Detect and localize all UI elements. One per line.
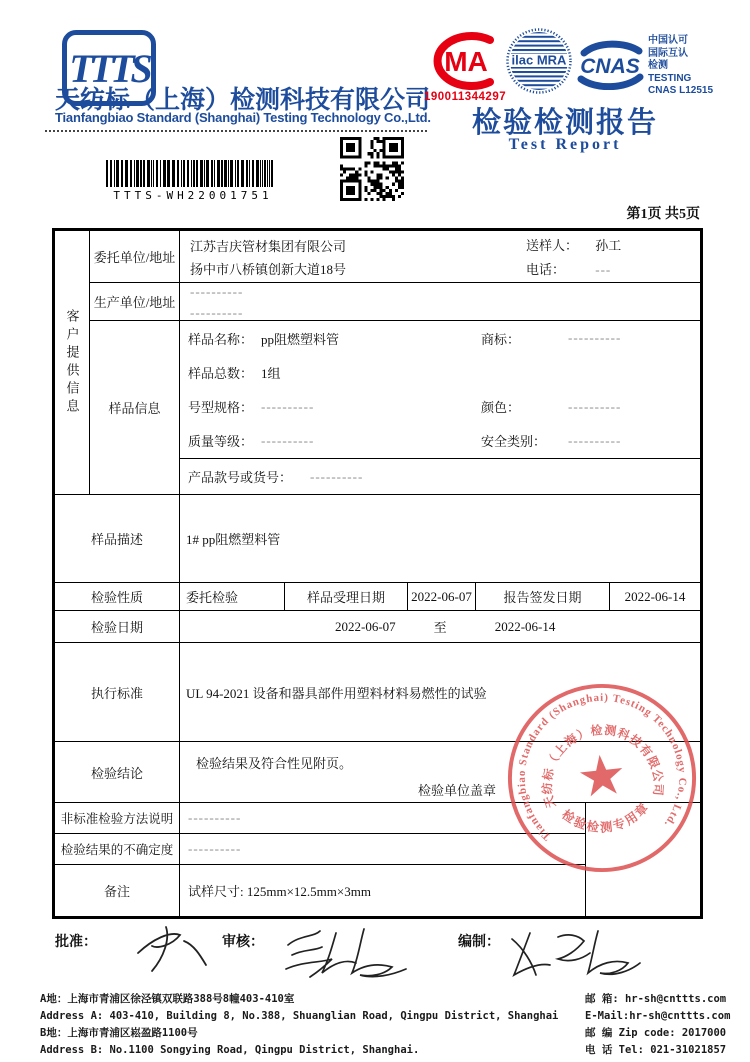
barcode: [106, 160, 276, 187]
cnas-label: CNAS: [580, 55, 640, 78]
prepare-label: 编制：: [458, 935, 500, 950]
page-indicator: 第1页 共5页: [626, 207, 700, 222]
field-value2: ----------: [568, 432, 622, 448]
dates-content: [180, 611, 700, 643]
product-number-label: 产品款号或货号：: [188, 470, 293, 485]
issue-date-value: 2022-06-14: [624, 588, 686, 604]
footer-contact-line: 邮 编 Zip code: 2017000: [585, 1027, 727, 1039]
cnas-mark-icon: [574, 40, 646, 95]
field-label: 质量等级：: [188, 434, 254, 450]
nature-content: [180, 583, 700, 611]
footer-contact-line: 邮 箱: hr-sh@cnttts.com: [585, 993, 727, 1005]
footer-address-line: B地：上海市青浦区崧盈路1100号: [40, 1027, 198, 1039]
accreditation-line: 中国认可: [648, 35, 688, 46]
review-signature: [280, 915, 420, 985]
sample-info-label: 样品信息: [90, 321, 180, 495]
seal-bottom-text: 检验检测专用章: [559, 799, 653, 835]
approve-label: 批准：: [55, 935, 97, 950]
cma-mark-icon: [426, 31, 506, 96]
seal-note: 检验单位盖章: [418, 783, 497, 798]
conclusion-label: 检验结论: [55, 742, 180, 803]
field-value2: ----------: [568, 398, 622, 414]
field-label: 号型规格：: [188, 400, 254, 416]
nonstandard-dashes: ----------: [188, 810, 242, 825]
company-name-cn: 天纺标（上海）检测科技有限公司: [55, 87, 431, 114]
entrust-content: [180, 231, 700, 283]
date-from: 2022-06-07: [335, 618, 396, 634]
entrust-company: 江苏吉庆管材集团有限公司: [190, 239, 347, 254]
approve-signature: [118, 915, 233, 983]
uncertainty-dashes: ----------: [188, 841, 242, 856]
footer-address-line: Address B: No.1100 Songying Road, Qingpu District, Shanghai.: [40, 1044, 420, 1056]
accreditation-text: [648, 35, 713, 98]
field-value: pp阻燃塑料管: [261, 331, 340, 347]
sampler-value: 孙工: [595, 238, 622, 253]
accept-date-label: 样品受理日期: [285, 583, 408, 610]
sampler-label: 送样人：: [526, 238, 579, 253]
field-label: 样品名称：: [188, 331, 254, 347]
entrust-label: 委托单位/地址: [90, 231, 180, 283]
barcode-number: TTTS-WH22001751: [113, 189, 273, 202]
product-number-value: ----------: [310, 468, 364, 484]
company-seal: [493, 669, 711, 887]
accreditation-line: TESTING: [648, 72, 692, 84]
client-info-vertical-label: 客户提供信息: [55, 231, 90, 495]
producer-label: 生产单位/地址: [90, 283, 180, 321]
header-divider: [45, 130, 427, 132]
nonstandard-label: 非标准检验方法说明: [55, 803, 180, 834]
report-title-en: Test Report: [508, 136, 622, 153]
entrust-address: 扬中市八桥镇创新大道18号: [190, 262, 347, 277]
field-value: 1组: [261, 365, 281, 381]
accept-date-value: 2022-06-07: [408, 583, 476, 610]
company-name-en: Tianfangbiao Standard (Shanghai) Testing Technology Co.,Ltd.: [55, 110, 431, 125]
prepare-signature: [502, 915, 647, 985]
field-label2: 商标：: [481, 331, 521, 347]
field-label2: 安全类别：: [481, 434, 547, 450]
nature-value: 委托检验: [180, 583, 285, 610]
dates-label: 检验日期: [55, 611, 180, 643]
producer-content: [180, 283, 700, 321]
standard-value: UL 94-2021 设备和器具部件用塑料材料易燃性的试验: [180, 643, 700, 742]
sample-info-row: [180, 424, 700, 458]
accreditation-line: 检测: [648, 60, 668, 71]
field-label: 样品总数：: [188, 365, 254, 381]
ilac-label: ilac MRA: [511, 52, 567, 68]
cma-number: 190011344297: [424, 91, 507, 103]
remark-value: 试样尺寸: 125mm×12.5mm×3mm: [180, 865, 586, 916]
ilac-mra-mark-icon: [506, 27, 572, 100]
accreditation-line: 国际互认: [648, 47, 688, 59]
phone-value: ---: [595, 262, 612, 277]
footer-contact-line: 电 话 Tel: 021-31021857: [585, 1044, 727, 1056]
remark-label: 备注: [55, 865, 180, 916]
qr-code-icon: [340, 137, 404, 201]
phone-label: 电话：: [526, 262, 566, 277]
report-title-cn: 检验检测报告: [471, 107, 658, 139]
cma-label: MA: [444, 46, 488, 77]
review-label: 审核：: [222, 935, 264, 950]
field-label2: 颜色：: [481, 400, 521, 416]
sample-info-row: [180, 321, 700, 355]
footer-address-line: A地：上海市青浦区徐泾镇双联路388号8幢403-410室: [40, 993, 295, 1005]
footer-contact-line: E-Mail:hr-sh@cnttts.com: [585, 1010, 731, 1022]
seal-star-icon: ★: [573, 743, 630, 810]
conclusion-value: 检验结果及符合性见附页。: [196, 756, 353, 771]
date-to: 2022-06-14: [494, 618, 556, 634]
nature-label: 检验性质: [55, 583, 180, 611]
company-logo-text: TTTS: [69, 45, 149, 91]
producer-line1: ----------: [190, 284, 244, 299]
issue-date-label: 报告签发日期: [476, 583, 610, 610]
field-value: ----------: [261, 432, 315, 448]
field-value2: ----------: [568, 330, 622, 346]
seal-company-text: 天纺标（上海）检测科技有限公司: [540, 722, 666, 810]
field-value: ----------: [261, 398, 315, 414]
seal-ring-text: Tianfangbiao Standard (Shanghai) Testing Technology Co., Ltd.: [515, 691, 689, 843]
signature-row: [0, 913, 750, 988]
uncertainty-label: 检验结果的不确定度: [55, 834, 180, 865]
date-to-word: 至: [433, 620, 447, 635]
sample-info-row: [180, 355, 700, 389]
sample-desc-value: 1# pp阻燃塑料管: [180, 495, 700, 583]
sample-desc-label: 样品描述: [55, 495, 180, 583]
sample-info-content: [180, 321, 700, 495]
product-number-row: [180, 458, 700, 494]
standard-label: 执行标准: [55, 643, 180, 742]
producer-line2: ----------: [190, 305, 244, 320]
sample-info-row: [180, 390, 700, 424]
accreditation-line: CNAS L12515: [648, 85, 714, 96]
footer-address-line: Address A: 403-410, Building 8, No.388, Shuanglian Road, Qingpu District, Shanghai: [40, 1010, 559, 1022]
